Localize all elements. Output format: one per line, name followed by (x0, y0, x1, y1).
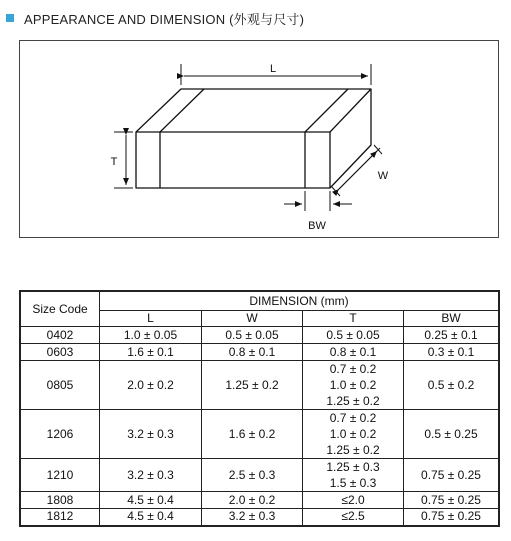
t-value: 1.25 ± 0.2 (326, 394, 380, 408)
w-cell: 1.6 ± 0.2 (202, 410, 303, 459)
t-cell: 0.8 ± 0.1 (303, 344, 404, 361)
l-cell: 1.0 ± 0.05 (100, 327, 202, 344)
width-dimension-line (339, 151, 377, 189)
label-l: L (269, 63, 277, 75)
size-code-cell: 0402 (20, 327, 100, 344)
label-t: T (110, 156, 118, 168)
t-cell: 0.5 ± 0.05 (303, 327, 404, 344)
chip-drawing (20, 41, 500, 239)
t-value: 1.0 ± 0.2 (329, 427, 377, 441)
section-heading (6, 9, 304, 27)
t-value: 1.0 ± 0.2 (329, 378, 377, 392)
section-title: APPEARANCE AND DIMENSION (外观与尺寸) (24, 11, 305, 27)
col-header-t: T (303, 311, 404, 327)
l-cell: 4.5 ± 0.4 (100, 492, 202, 509)
size-code-header: Size Code (20, 291, 100, 327)
t-value: 1.25 ± 0.3 (326, 460, 380, 474)
size-code-cell: 1210 (20, 459, 100, 492)
table-row (20, 327, 499, 344)
size-code-cell: 1812 (20, 509, 100, 526)
t-value: 0.7 ± 0.2 (329, 411, 377, 425)
w-cell: 1.25 ± 0.2 (202, 361, 303, 410)
chip-top-face (136, 89, 371, 132)
chip-right-face (330, 89, 371, 188)
table-row (20, 361, 499, 410)
t-value: 1.5 ± 0.3 (329, 476, 377, 490)
w-cell: 2.0 ± 0.2 (202, 492, 303, 509)
table-row (20, 459, 499, 492)
size-code-cell: 1206 (20, 410, 100, 459)
col-header-bw: BW (404, 311, 500, 327)
chip-front-face (136, 132, 330, 188)
t-cell: ≤2.0 (303, 492, 404, 509)
t-cell (303, 410, 404, 459)
dimension-table (19, 290, 500, 527)
bw-cell: 0.5 ± 0.25 (404, 410, 500, 459)
size-code-cell: 0603 (20, 344, 100, 361)
table-row (20, 410, 499, 459)
w-cell: 0.5 ± 0.05 (202, 327, 303, 344)
t-value: 1.25 ± 0.2 (326, 443, 380, 457)
w-cell: 0.8 ± 0.1 (202, 344, 303, 361)
t-cell (303, 361, 404, 410)
l-cell: 1.6 ± 0.1 (100, 344, 202, 361)
size-code-cell: 1808 (20, 492, 100, 509)
bw-cell: 0.75 ± 0.25 (404, 459, 500, 492)
size-code-cell: 0805 (20, 361, 100, 410)
l-cell: 4.5 ± 0.4 (100, 509, 202, 526)
table-row (20, 492, 499, 509)
t-value: 0.7 ± 0.2 (329, 362, 377, 376)
bw-cell: 0.3 ± 0.1 (404, 344, 500, 361)
w-cell: 3.2 ± 0.3 (202, 509, 303, 526)
l-cell: 3.2 ± 0.3 (100, 459, 202, 492)
dimension-header: DIMENSION (mm) (100, 291, 500, 311)
label-w: W (377, 170, 389, 182)
t-cell (303, 459, 404, 492)
w-cell: 2.5 ± 0.3 (202, 459, 303, 492)
col-header-l: L (100, 311, 202, 327)
bullet-square-icon (6, 14, 14, 22)
t-cell: ≤2.5 (303, 509, 404, 526)
table-row (20, 509, 499, 526)
table-row (20, 344, 499, 361)
label-bw: BW (308, 220, 326, 232)
l-cell: 3.2 ± 0.3 (100, 410, 202, 459)
bw-cell: 0.25 ± 0.1 (404, 327, 500, 344)
bw-cell: 0.5 ± 0.2 (404, 361, 500, 410)
bw-cell: 0.75 ± 0.25 (404, 492, 500, 509)
bw-cell: 0.75 ± 0.25 (404, 509, 500, 526)
dimension-diagram (19, 40, 499, 238)
l-cell: 2.0 ± 0.2 (100, 361, 202, 410)
col-header-w: W (202, 311, 303, 327)
